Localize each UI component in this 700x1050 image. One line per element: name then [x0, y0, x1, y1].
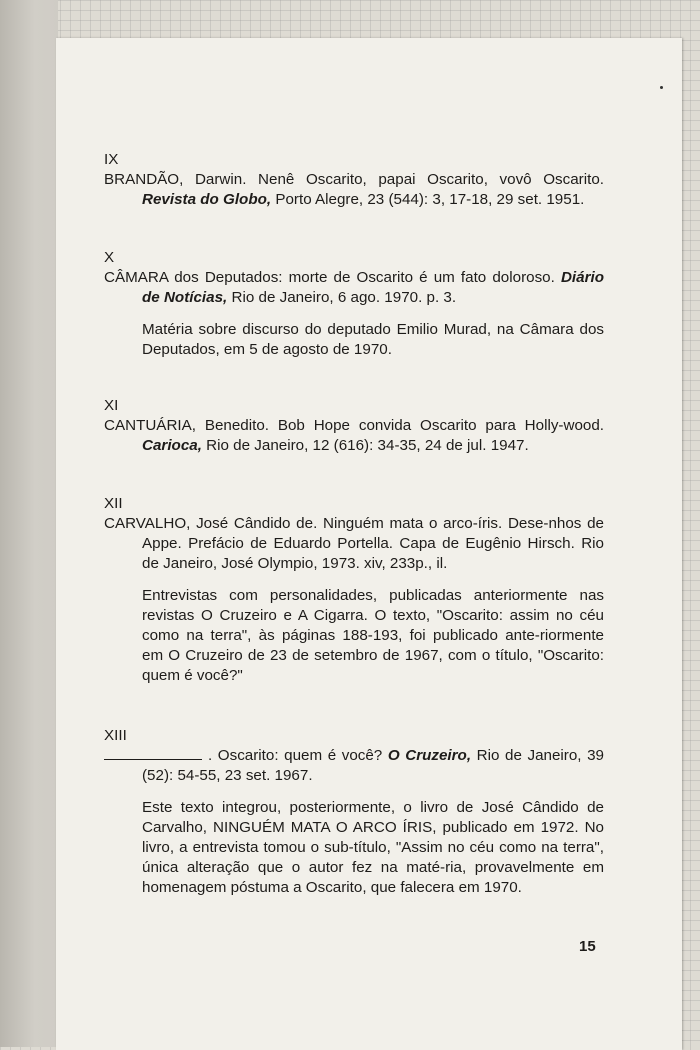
- citation-text: CÂMARA dos Deputados: morte de Oscarito é um fato doloroso.: [104, 269, 555, 286]
- speck: [660, 86, 663, 89]
- entry-note: Este texto integrou, posteriormente, o livro de José Cândido de Carvalho, NINGUÉM MATA O ARCO ÍRIS, publicado em 1972. No livro, a entrevista tomou o sub-título, "Assim no céu como na terra", única alteração que o autor fez na maté-ria, provavelmente em homenagem póstuma a Oscarito, que falecera em 1970.: [142, 799, 604, 896]
- entry-citation: [104, 170, 604, 210]
- repeated-author-rule: [104, 747, 202, 760]
- entry-note: Entrevistas com personalidades, publicadas anteriormente nas revistas O Cruzeiro e A Cigarra. O texto, "Oscarito: assim no céu como na terra", às páginas 188-193, foi publicado ante-riormente em O Cruzeiro de 23 de setembro de 1967, com o título, "Oscarito: quem é você?": [142, 587, 604, 684]
- citation-text: CANTUÁRIA, Benedito. Bob Hope convida Oscarito para Holly-wood.: [104, 417, 604, 434]
- entry-citation: [104, 416, 604, 456]
- citation-source: Revista do Globo,: [142, 191, 272, 208]
- citation-details: Porto Alegre, 23 (544): 3, 17-18, 29 set. 1951.: [275, 191, 585, 208]
- entry-xi: [104, 396, 604, 456]
- page-number: 15: [579, 938, 596, 955]
- entry-numeral: X: [104, 249, 115, 266]
- bibliography-list: [104, 112, 604, 898]
- citation-details: Rio de Janeiro, 39 (52): 54-55, 23 set. 1967.: [142, 747, 604, 784]
- entry-ix: [104, 150, 604, 210]
- citation-text: BRANDÃO, Darwin. Nenê Oscarito, papai Oscarito, vovô Oscarito.: [104, 171, 604, 188]
- citation-details: Rio de Janeiro, 12 (616): 34-35, 24 de jul. 1947.: [206, 437, 529, 454]
- entry-xiii: [104, 726, 604, 898]
- entry-numeral: IX: [104, 151, 119, 168]
- entry-note: Matéria sobre discurso do deputado Emilio Murad, na Câmara dos Deputados, em 5 de agosto de 1970.: [142, 321, 604, 358]
- citation-source: Carioca,: [142, 437, 202, 454]
- entry-xii: [104, 494, 604, 686]
- entry-numeral: XIII: [104, 727, 127, 744]
- entry-numeral: XI: [104, 397, 119, 414]
- citation-text: . Oscarito: quem é você?: [208, 747, 383, 764]
- citation-source: O Cruzeiro,: [387, 747, 472, 764]
- book-spine: [0, 0, 58, 1047]
- entry-citation: [104, 268, 604, 308]
- citation-text: CARVALHO, José Cândido de. Ninguém mata o arco-íris. Dese-nhos de Appe. Prefácio de Eduardo Portella. Capa de Eugênio Hirsch. Rio de Janeiro, José Olympio, 1973. xiv, 233p., il.: [104, 515, 604, 572]
- entry-citation: [104, 514, 604, 574]
- citation-source: Diário de Notícias,: [142, 269, 604, 306]
- entry-x: [104, 248, 604, 360]
- citation-details: Rio de Janeiro, 6 ago. 1970. p. 3.: [231, 289, 457, 306]
- entry-numeral: XII: [104, 495, 123, 512]
- entry-citation: [104, 746, 604, 786]
